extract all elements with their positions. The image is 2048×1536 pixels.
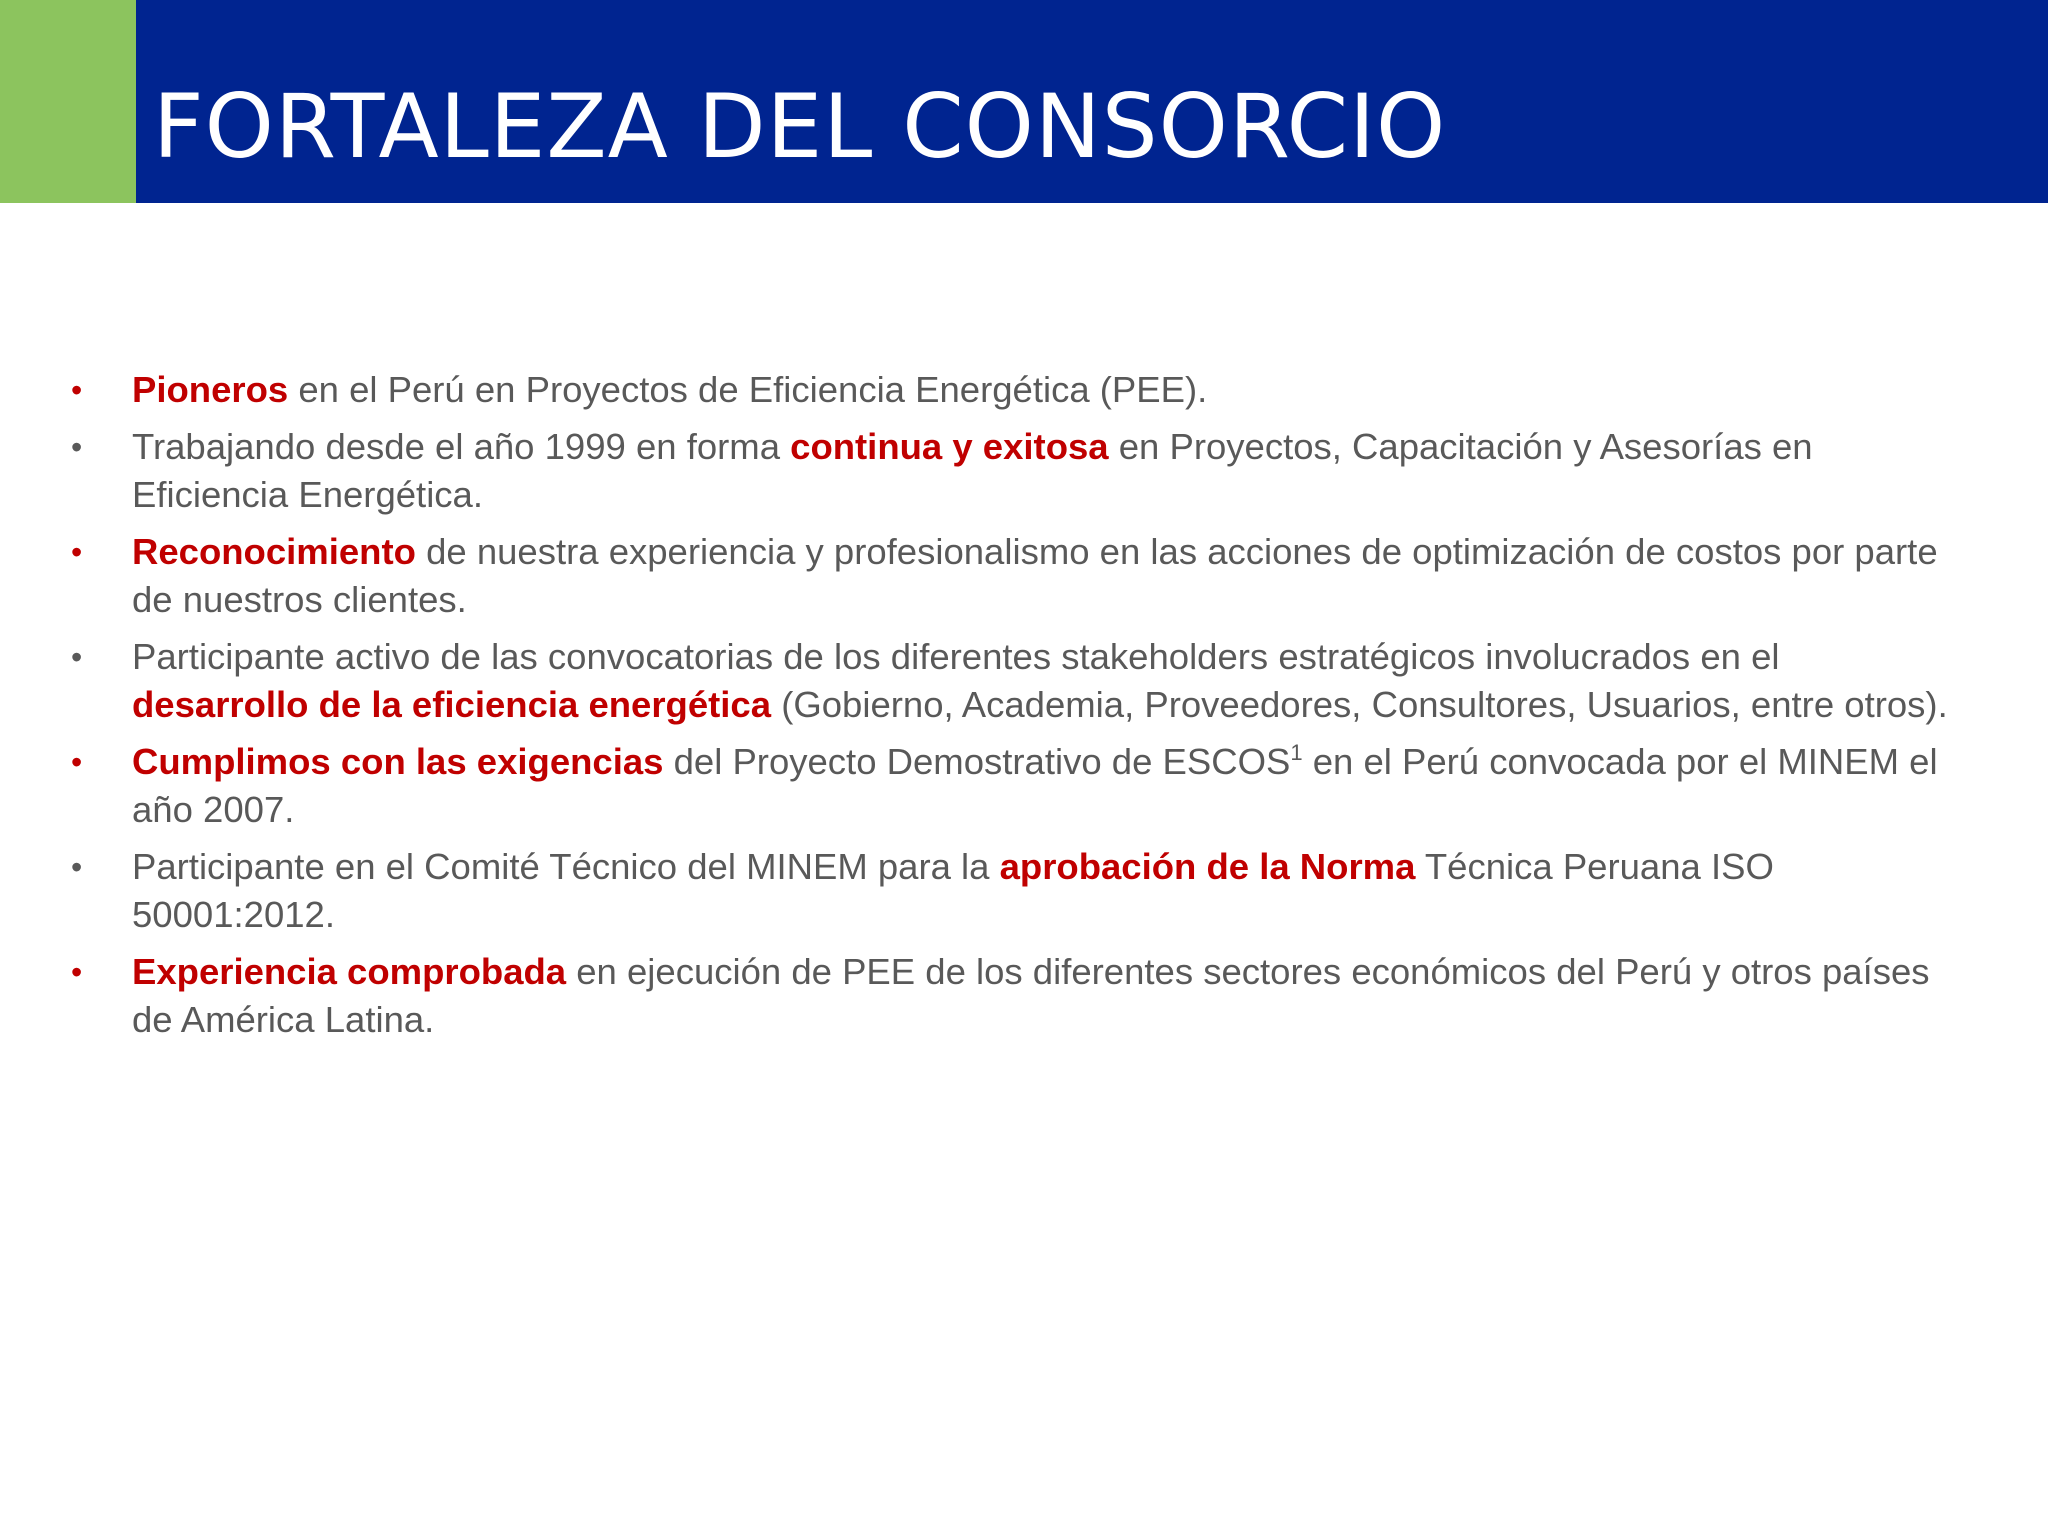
body-text: Participante activo de las convocatorias de los diferentes stakeholders estratégicos involucrados en el	[132, 635, 1780, 677]
green-accent-bar	[0, 0, 136, 203]
highlight-text: Experiencia comprobada	[132, 950, 567, 992]
bullet-marker: •	[71, 428, 83, 465]
highlight-text: Pioneros	[132, 369, 289, 410]
bullet-item-participante-activo	[66, 633, 1966, 730]
body-text: de nuestra experiencia y profesionalismo en las acciones de optimización de costos por parte de nuestros clientes.	[132, 530, 1938, 620]
body-text: (Gobierno, Academia, Proveedores, Consultores, Usuarios, entre otros).	[771, 684, 1948, 725]
bullet-item-reconocimiento	[66, 528, 1966, 625]
footnote-marker: 1	[1290, 739, 1303, 765]
bullet-marker: •	[71, 848, 83, 885]
bullet-item-comite-tecnico	[66, 843, 1966, 940]
bullet-item-cumplimos	[66, 738, 1966, 835]
highlight-text: Reconocimiento	[132, 530, 416, 572]
highlight-text: Cumplimos con las exigencias	[132, 740, 664, 782]
bullet-marker: •	[71, 533, 83, 570]
body-text: en el Perú en Proyectos de Eficiencia Energética (PEE).	[288, 369, 1208, 410]
highlight-text: aprobación de la Norma	[999, 845, 1416, 887]
highlight-text: desarrollo de la eficiencia energética	[132, 684, 772, 725]
bullet-marker: •	[71, 953, 83, 990]
bullet-item-pioneros	[66, 366, 1966, 415]
bullet-marker: •	[71, 372, 83, 408]
bullet-item-trabajando	[66, 423, 1966, 520]
bullet-marker: •	[71, 743, 83, 780]
body-text: Trabajando desde el año 1999 en forma	[132, 425, 791, 467]
body-text: Participante en el Comité Técnico del MINEM para la	[132, 845, 1000, 887]
body-text: en el Perú convocada por el MINEM el año 2007.	[132, 740, 1938, 830]
body-text: en Proyectos, Capacitación y Asesorías en Eficiencia Energética.	[132, 425, 1813, 515]
body-text: Técnica Peruana ISO 50001:2012.	[132, 845, 1774, 935]
bullet-marker: •	[71, 638, 83, 675]
bullet-list	[66, 366, 1966, 1053]
highlight-text: continua y exitosa	[790, 425, 1109, 467]
slide-title: FORTALEZA DEL CONSORCIO	[153, 75, 1447, 178]
body-text: del Proyecto Demostrativo de ESCOS	[663, 740, 1291, 782]
bullet-item-experiencia	[66, 948, 1966, 1045]
body-text: en ejecución de PEE de los diferentes sectores económicos del Perú y otros países de América Latina.	[132, 950, 1930, 1040]
